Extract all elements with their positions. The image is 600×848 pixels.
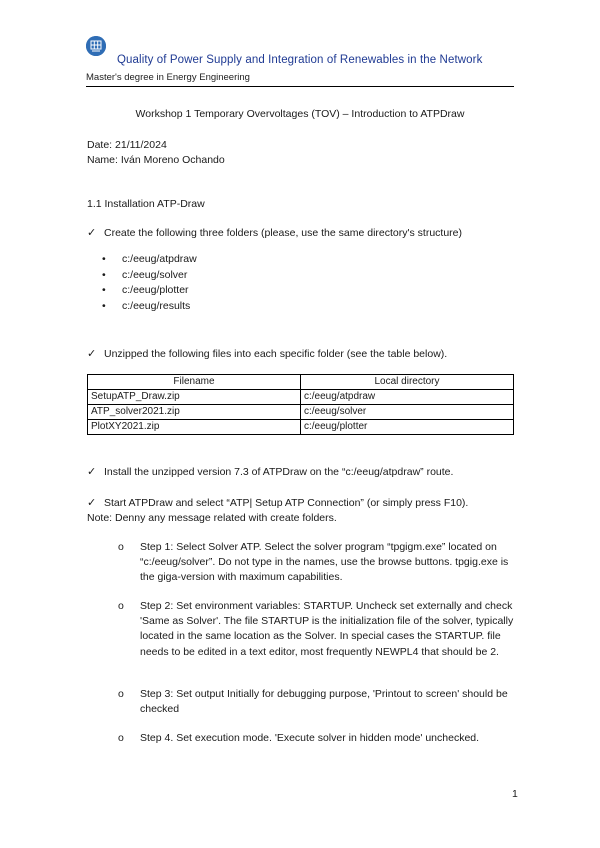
list-item: • c:/eeug/solver bbox=[102, 268, 197, 284]
check-text-unzip: Unzipped the following files into each specific folder (see the table below). bbox=[104, 348, 448, 360]
table-row bbox=[88, 420, 514, 435]
step-text: Step 3: Set output Initially for debugging purpose, 'Printout to screen' should be checked bbox=[140, 688, 508, 716]
column-header-directory: Local directory bbox=[301, 375, 514, 390]
list-item bbox=[118, 599, 518, 660]
column-header-filename: Filename bbox=[88, 375, 301, 390]
step-text: Step 4. Set execution mode. 'Execute solver in hidden mode' unchecked. bbox=[140, 732, 480, 744]
page-number: 1 bbox=[512, 788, 518, 800]
table-cell: ATP_solver2021.zip bbox=[88, 405, 301, 420]
degree-subtitle: Master's degree in Energy Engineering bbox=[86, 72, 250, 83]
step-text: Step 1: Select Solver ATP. Select the solver program “tpgigm.exe” located on “c:/eeug/solver”. Do not type in the names, use the browse buttons. tpgig.exe is the giga-version with maximum capabilities. bbox=[140, 541, 509, 584]
name-line: Name: Iván Moreno Ochando bbox=[87, 154, 225, 166]
table-cell: c:/eeug/atpdraw bbox=[301, 390, 514, 405]
folder-list bbox=[102, 252, 197, 314]
list-item bbox=[118, 540, 518, 586]
step-marker: o bbox=[118, 541, 124, 553]
table-row bbox=[88, 390, 514, 405]
check-text-folders: Create the following three folders (please, use the same directory's structure) bbox=[104, 227, 463, 239]
table-cell: c:/eeug/plotter bbox=[301, 420, 514, 435]
files-table bbox=[87, 374, 514, 435]
check-icon: ✓ bbox=[87, 466, 97, 478]
step-text: Step 2: Set environment variables: STARTUP. Uncheck set externally and check 'Same as Solver'. The file STARTUP is the initialization file of the solver, typically located in the same location as the Solver. In special cases the STARTUP. file needs to be edited in a text editor, most frequently NEWPL4 that should be 2. bbox=[140, 600, 514, 658]
section-heading: 1.1 Installation ATP-Draw bbox=[87, 198, 205, 210]
list-item bbox=[118, 731, 518, 746]
list-item bbox=[118, 687, 518, 717]
university-logo bbox=[86, 36, 106, 56]
list-item: • c:/eeug/results bbox=[102, 299, 197, 315]
table-cell: SetupATP_Draw.zip bbox=[88, 390, 301, 405]
document-title: Workshop 1 Temporary Overvoltages (TOV) – Introduction to ATPDraw bbox=[135, 108, 465, 120]
check-text-install: Install the unzipped version 7.3 of ATPDraw on the “c:/eeug/atpdraw” route. bbox=[104, 466, 454, 478]
table-header-row bbox=[88, 375, 514, 390]
date-line: Date: 21/11/2024 bbox=[87, 139, 167, 151]
course-title: Quality of Power Supply and Integration of Renewables in the Network bbox=[117, 54, 483, 66]
note-text: Note: Denny any message related with create folders. bbox=[87, 512, 337, 524]
step-marker: o bbox=[118, 600, 124, 612]
check-text-start: Start ATPDraw and select “ATP| Setup ATP Connection” (or simply press F10). bbox=[104, 497, 469, 509]
check-icon: ✓ bbox=[87, 227, 97, 239]
university-logo-icon bbox=[86, 36, 106, 56]
list-item: • c:/eeug/atpdraw bbox=[102, 252, 197, 268]
step-marker: o bbox=[118, 732, 124, 744]
table-row bbox=[88, 405, 514, 420]
list-item: • c:/eeug/plotter bbox=[102, 283, 197, 299]
table-cell: PlotXY2021.zip bbox=[88, 420, 301, 435]
table-cell: c:/eeug/solver bbox=[301, 405, 514, 420]
check-icon: ✓ bbox=[87, 497, 97, 509]
header-divider bbox=[86, 86, 514, 87]
check-icon: ✓ bbox=[87, 348, 97, 360]
step-marker: o bbox=[118, 688, 124, 700]
